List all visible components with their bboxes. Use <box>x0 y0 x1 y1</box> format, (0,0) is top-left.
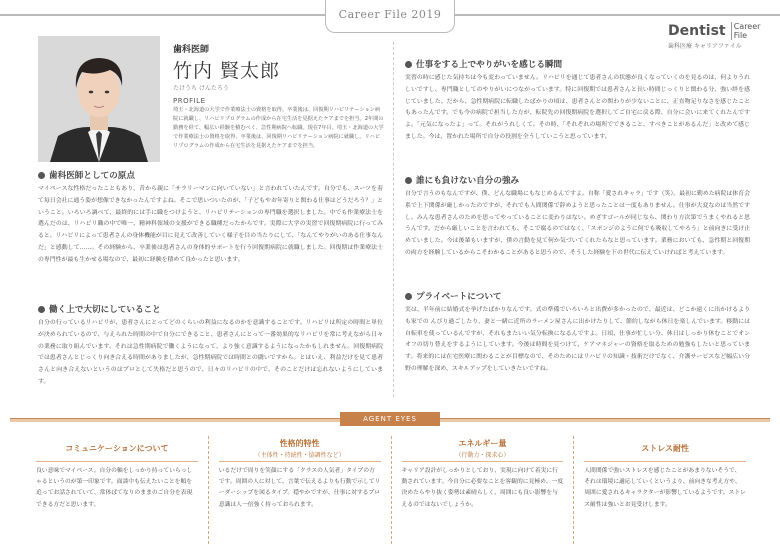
card-title: ストレス耐性 <box>641 444 689 453</box>
person-name-kana: たけうち けんたろう <box>173 85 229 92</box>
card-text: 人間関係で強いストレスを感じたことがあまりないそうで、それは環境に適応していくというより、前向きな考え方や、周囲に愛されるキャラクターが影響しているようです。ストレス耐性は強いとお見受けします。 <box>584 468 746 508</box>
card-title: コミュニケーションについて <box>65 444 169 453</box>
section-rewarding <box>405 58 750 144</box>
section-origin <box>38 169 383 267</box>
agent-card-stress <box>574 436 756 544</box>
section-title-text: 歯科医師としての原点 <box>49 171 135 181</box>
career-file-tab: Career File 2019 <box>325 0 455 33</box>
section-strength <box>405 174 750 260</box>
section-body: 実は、半年前に結婚式を挙げたばかりなんです。式の準備でいろいろと出費が多かったので、最近は、どこか遠くに出かけるよりも家での んびり過ごしたり、妻と一緒に近所のラーメン屋さんに出かけたりして、節約しながら休日を楽しんでいます。移動には自転車を使っているんですが、それもまたいい気分転換になるんですよ。日頃、仕事が忙しい分、休日はしっかり休むことでオンオフの切り替えをするようにしています。今後は時間を見つけて、ケアマネジャーの資格を取るための勉強もしたいと思っています。将来的には在宅医療に関わることが目標なので、そのためにはリハビリの知識・技術だけでなく、介護サービスなど幅広い分野の理解を深め、スキルアップをしていきたいですね。 <box>405 307 750 372</box>
card-title: 性格的特性 <box>279 439 320 448</box>
section-title-text: 誰にも負けない自分の強み <box>416 176 520 186</box>
bullet-icon <box>38 306 45 313</box>
bullet-icon <box>38 172 45 179</box>
section-private <box>405 290 750 376</box>
section-title-text: 仕事をする上でやりがいを感じる瞬間 <box>416 60 563 70</box>
bullet-icon <box>405 293 412 300</box>
brand-side-1: Career <box>733 22 761 31</box>
header-line-left <box>0 14 325 16</box>
section-title <box>38 303 383 315</box>
profile-label: PROFILE <box>173 97 206 105</box>
card-head <box>584 436 746 462</box>
column-divider <box>393 42 394 397</box>
section-body: マイペースな性格だったこともあり、昔から親に「サラリーマンに向いていない」と言われていたんです。自分でも、スーツを着て毎日会社に通う姿が想像できなかったんですよね。そこで思いついたのが、「子どもやお年寄りと関わる仕事はどうだろう？」ということ。いろいろ調べて、最終的には手に職をつけようと、リハビリテーションの専門職を選択しました。中でも作業療法士を選んだのは、リハビリ職の中で唯一、精神科領域の支援ができる職種だったからです。実際に大学の実習で回復期病院に行ってみると、リハビリによって患者さんの身体機能が目に見えて改善していく様子を目の当たりにして、「なんてやりがいのある仕事なんだ」と感動して……。その経験から、卒業後は患者さんの身体的サポートを行う回復期病院に就職しました。回復期は作業療法士の専門性が最も生かせる場なので、最初に経験を積めて良かったと思います。 <box>38 186 383 263</box>
section-body: 自分で言うのもなんですが、僕、どんな職場にもなじめるんですよ。自称「愛されキャラ」です（笑）。最初に勤めた病院は体育会系で上下関係が厳しかったのですが、それでも人間関係で辞めようと思ったことは一度もありません。仕事が大変なのは当然ですし、みんな患者さんのためを思ってやっていることに変わりはない。めざすゴールが同じなら、関わり方次第でうまくやれると思うんです。だから厳しいことを言われても、そこで腐るのではなく、「スポンジのように何でも吸収してやろう」と前向きに受け止めていました。今は後輩もいますが、僕の言動を見て何か気づいてくれたらなと思っています。業務においても、急性期と回復期の両方を経験しているからこそわかることがあると思うので、そうした経験を下の世代に伝えていければと考えています。 <box>405 191 750 256</box>
bullet-icon <box>405 61 412 68</box>
section-title <box>405 174 750 186</box>
card-text: 良い意味でマイペース。自分の軸をしっかり持っていらっしゃるというのが第一印象です。面談中も伝えたいことを順を追ってお話されていて、常体ばてなりのままのご自分を表現できる方だと思います。 <box>36 468 193 508</box>
portrait-image <box>38 36 160 162</box>
agent-eyes-cards <box>26 436 756 544</box>
section-title <box>38 169 383 181</box>
card-text: キャリア設計がしっかりとしており、実現に向けて着実に行動されています。今自分に必要なことを客観的に見極め、一度決めたらやり抜く姿勢は素晴らしく、周囲にも良い影響を与えるのではないでしょうか。 <box>401 468 564 508</box>
agent-card-energy <box>392 436 575 544</box>
brand-side-2: File <box>733 31 748 40</box>
card-head <box>36 436 198 462</box>
agent-eyes-label: AGENT EYES <box>340 412 440 426</box>
profile-text: 埼玉・北海道の大学で作業療法士の資格を取得。卒業後は、回復期リハビリテーション病院に就職し、リハビリプログラムの作成から在宅生活を見据えたケアまでを担当。2年間の勤務を経て、幅広い経験を積むべく、急性期病院へ転職。現在7年目。埼玉・北海道の大学で作業療法士の資格を取得、卒業後は、回復期リハビリテーション病院に就職し、リハビリプログラムの作成から在宅生活を見据えたケアまでを担当。 <box>173 107 384 149</box>
bullet-icon <box>405 177 412 184</box>
card-title: エネルギー量 <box>458 439 507 448</box>
section-title-text: プライベートについて <box>416 292 502 302</box>
header-line-right <box>455 14 780 16</box>
card-subtitle: （主体性・持続性・協調性など） <box>254 452 345 459</box>
section-body: 自分の行っているリハビリが、患者さんにとってどのくらいの利益になるのかを意識することです。リハビリは所定の時間と単位が決められているので、与えられた時間の中で自分にできること、患者さんにとって一番効果的なリハビリを常に考えながら日々の業務に取り組んでいます。それは急性期病院で働くようになって、より強く意識するようになったかもしれません。回復期病院では患者さんとじっくり向き合える時間がありましたが、急性期病院では時間との闘いですから。とはいえ、利益だけを見て患者さんと向き合えないというのはプロとして失格だと思うので、日々のリハビリの中で、そのことだけは忘れないようにしています。 <box>38 320 383 385</box>
brand-logo <box>668 20 768 50</box>
section-title-text: 働く上で大切にしていること <box>49 305 161 315</box>
brand-side <box>731 22 761 40</box>
agent-card-communication <box>26 436 209 544</box>
brand-main: Dentist <box>668 23 726 39</box>
card-subtitle: （行動力・探求心） <box>455 452 510 459</box>
agent-card-personality <box>209 436 392 544</box>
job-title: 歯科医師 <box>173 45 210 55</box>
section-title <box>405 290 750 302</box>
card-head <box>219 436 381 462</box>
profile-photo <box>38 36 160 162</box>
section-body: 実習の時に感じた気持ちは今も変わっていません。リハビリを通じて患者さんの状態が良くなっていくのを見るのは、何よりうれしいですし、専門職としてのやりがいにつながっています。特に回復期では患者さんと長い時間じっくりと関わる分、強い絆を感じていました。だから、急性期病院に転職したばかりの頃は、患者さんとの関わりが少ないことに、正直物足りなさを感じたこともあったんです。でも今の病院で担当した方が、転院先の回復期病院を選択してご自宅に戻る際、自分に会いに来てくれたんですよ。「元気になったよ」って。それがうれしくて。その時、「それぞれの場所でできること、すべきことがあるんだ」と改めて感じました。今は、置かれた場所で自分の役割を全うしていこうと思っています。 <box>405 75 750 140</box>
section-values <box>38 303 383 389</box>
section-title <box>405 58 750 70</box>
card-head <box>402 436 564 462</box>
brand-sub: 歯科医療 キャリアファイル <box>668 43 742 50</box>
person-name: 竹内 賢太郎 <box>173 60 281 82</box>
card-text: いるだけで周りを笑顔にする「クラスの人気者」タイプの方です。周囲の人に対して、言葉で伝えるよりも行動で示してリーダーシップを図るタイプ。穏やかですが、仕事に対するプロ意識は人一倍強く持っておられます。 <box>218 468 381 508</box>
